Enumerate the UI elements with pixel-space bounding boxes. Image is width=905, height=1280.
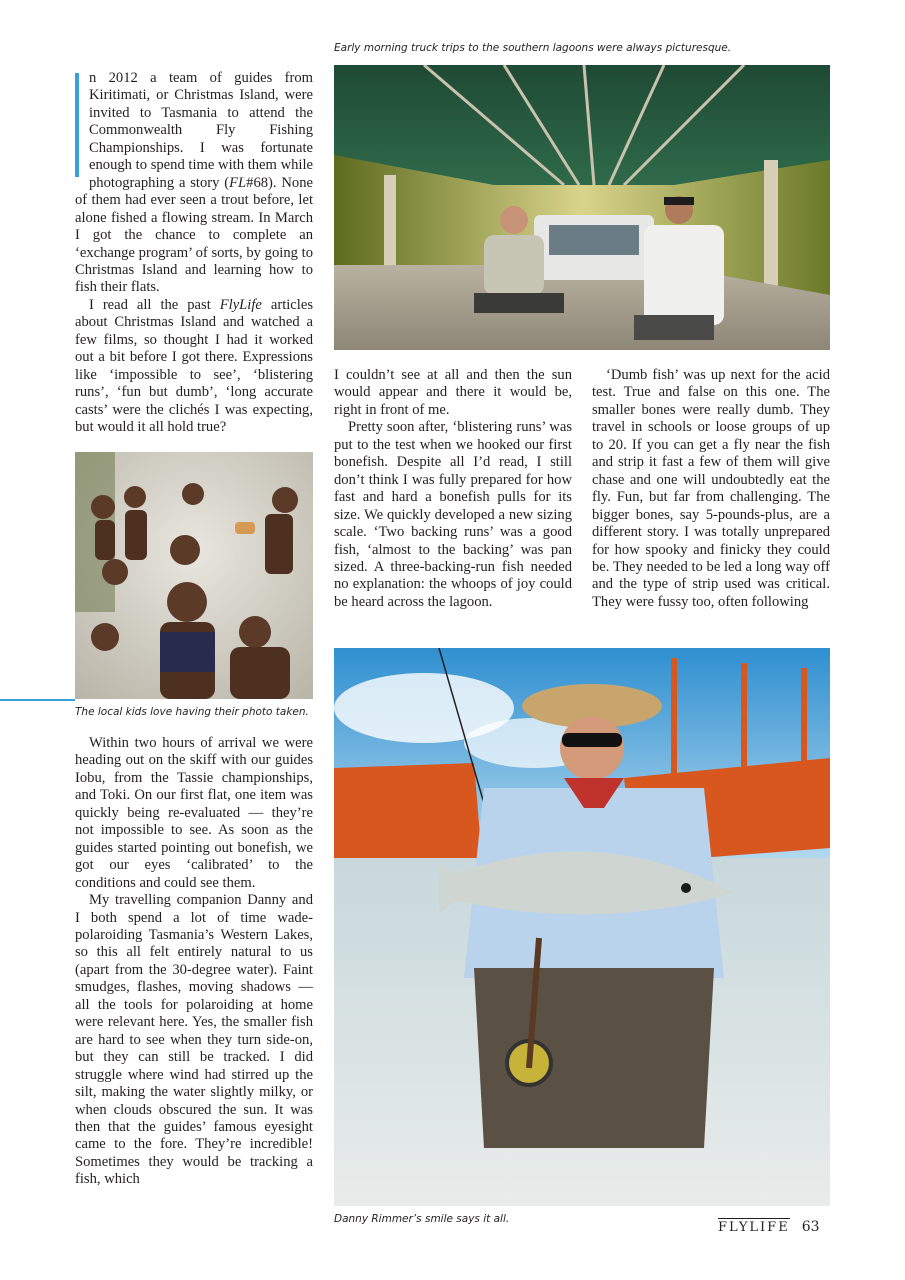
article-column-right: [592, 367, 830, 611]
paragraph: My travelling companion Danny and I both spend a lot of time wade-polaroiding Tasmania’s Western Lakes, so this all felt entirely natural to us (apart from the 30-degree water). Faint smudges, flashes, moving shadows — all the tools for polaroiding at home were relevant here. Yes, the smaller fish are hard to see when they turn side-on, but they can still be tracked. I did struggle where wind had stirred up the silt, making the water slightly milky, or when clouds obscured the sun. It was then that the guides’ famous eyesight came to the fore. They’re incredible! Sometimes they would be tracking a fish, which: [75, 892, 313, 1188]
paragraph: Within two hours of arrival we were heading out on the skiff with our guides Iobu, from the Tassie championships, and Toki. On our first flat, one item was quickly being re-evaluated — they’re not impossible to see. As soon as the guides started pointing out bonefish, we got our eyes ‘calibrated’ to the conditions and could see them.: [75, 735, 313, 891]
caption-truck-photo: Early morning truck trips to the southern lagoons were always picturesque.: [334, 42, 732, 54]
article-column-left-bottom: [75, 735, 313, 1189]
truck-photo: [334, 65, 830, 350]
caption-rule: [0, 699, 75, 701]
paragraph: I couldn’t see at all and then the sun would appear and there it would be, right in front of me.: [334, 367, 572, 418]
paragraph: ‘Dumb fish’ was up next for the acid test. True and false on this one. The smaller bones were really dumb. They travel in schools or loose groups of up to 20. If you can get a fly near the fish and strip it fast a few of them will give chase and one will undoubtedly eat the fly. Fun, but far from challenging. The bigger bones, say 5-pounds-plus, are a different story. I was totally unprepared for how spooky and finicky they could be. They needed to be led a long way off and the type of strip used was critical. They were fussy too, often following: [592, 367, 830, 610]
opening-paragraph: n 2012 a team of guides from Kiritimati, or Christmas Island, were invited to Tasmania to attend the Commonwealth Fly Fishing Championships. I was fortunate enough to spend time with them while photographing a story (FL#68). None of them had ever seen a trout before, let alone fished a flowing stream. In March I got the chance to complete an ‘exchange program’ of sorts, by going to Christmas Island and learning how to fish their flats.: [75, 70, 313, 296]
page-number: 63: [801, 1219, 820, 1235]
magazine-logo: FLYLIFE: [718, 1220, 790, 1235]
caption-kids-photo: The local kids love having their photo taken.: [75, 706, 309, 718]
paragraph: Pretty soon after, ‘blistering runs’ was put to the test when we hooked our first bonefish. Despite all I’d read, I still don’t think I was fully prepared for how fast and hard a bonefish pulls for its size. We quickly developed a new sizing scale. ‘Two backing runs’ was a good fish, ‘almost to the backing’ was pan sized. A three-backing-run fish needed no explanation: the whoops of joy could be heard across the lagoon.: [334, 419, 572, 610]
caption-bonefish-photo: Danny Rimmer’s smile says it all.: [334, 1213, 510, 1225]
article-column-middle: [334, 367, 572, 611]
bonefish-photo: [334, 648, 830, 1206]
drop-cap-bar: [75, 73, 79, 177]
kids-photo: [75, 452, 313, 699]
paragraph: I read all the past FlyLife articles about Christmas Island and watched a few films, so thought I had it worked out a bit before I got there. Expressions like ‘impossible to see’, ‘blistering runs’, ‘fun but dumb’, ‘long accurate casts’ were the clichés I was expecting, but would it all hold true?: [75, 296, 313, 436]
page-folio: [718, 1218, 820, 1235]
article-column-left-top: [75, 70, 313, 437]
